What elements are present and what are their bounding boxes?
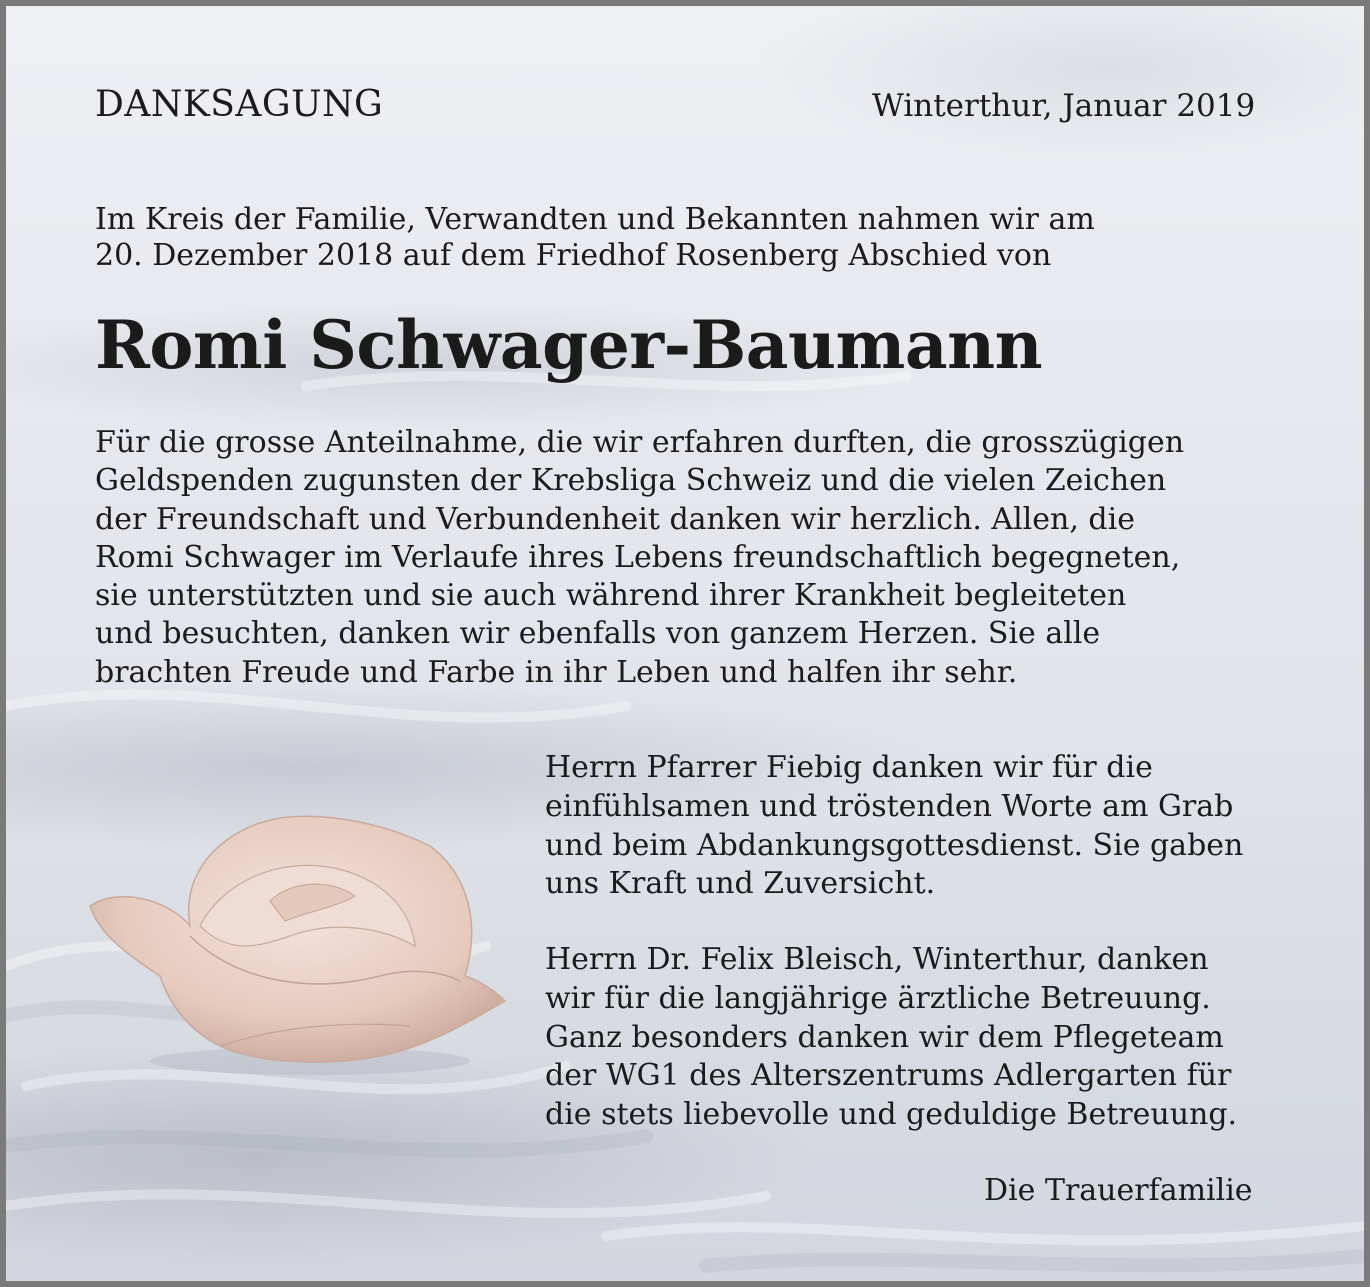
place-date: Winterthur, Januar 2019 xyxy=(872,88,1256,124)
paragraph-line: die stets liebevolle und geduldige Betreuung. xyxy=(545,1097,1238,1133)
paragraph-line: und beim Abdankungsgottesdienst. Sie gaben xyxy=(545,827,1244,863)
paragraph-line: und besuchten, danken wir ebenfalls von ganzem Herzen. Sie alle xyxy=(95,616,1101,652)
paragraph-line: brachten Freude und Farbe in ihr Leben und halfen ihr sehr. xyxy=(95,654,1018,690)
intro-line: Im Kreis der Familie, Verwandten und Bekannten nahmen wir am xyxy=(95,202,1095,237)
thanks-doctor-paragraph xyxy=(545,941,1237,1135)
intro-line: 20. Dezember 2018 auf dem Friedhof Rosenberg Abschied von xyxy=(95,238,1052,273)
paragraph-line: Geldspenden zugunsten der Krebsliga Schweiz und die vielen Zeichen xyxy=(95,463,1167,499)
paragraph-line: wir für die langjährige ärztliche Betreuung. xyxy=(545,980,1211,1016)
rose-icon xyxy=(80,806,510,1076)
paragraph-line: Ganz besonders danken wir dem Pflegeteam xyxy=(545,1019,1224,1055)
paragraph-line: uns Kraft und Zuversicht. xyxy=(545,866,936,902)
obituary-card xyxy=(6,6,1364,1281)
thanks-pastor-paragraph xyxy=(545,749,1243,904)
paragraph-line: der WG1 des Alterszentrums Adlergarten für xyxy=(545,1058,1232,1094)
main-paragraph xyxy=(95,424,1184,692)
paragraph-line: Für die grosse Anteilnahme, die wir erfahren durften, die grosszügigen xyxy=(95,425,1185,460)
paragraph-line: Romi Schwager im Verlaufe ihres Lebens freundschaftlich begegneten, xyxy=(95,539,1181,575)
paragraph-line: Herrn Dr. Felix Bleisch, Winterthur, danken xyxy=(545,942,1209,977)
notice-heading: DANKSAGUNG xyxy=(95,84,384,125)
paragraph-line: der Freundschaft und Verbundenheit danken wir herzlich. Allen, die xyxy=(95,501,1135,537)
paragraph-line: Herrn Pfarrer Fiebig danken wir für die xyxy=(545,750,1153,785)
paragraph-line: einfühlsamen und tröstenden Worte am Grab xyxy=(545,788,1234,824)
deceased-name: Romi Schwager-Baumann xyxy=(95,306,1043,384)
signature: Die Trauerfamilie xyxy=(984,1173,1253,1208)
intro-paragraph xyxy=(95,202,1095,274)
paragraph-line: sie unterstützten und sie auch während ihrer Krankheit begleiteten xyxy=(95,578,1127,614)
